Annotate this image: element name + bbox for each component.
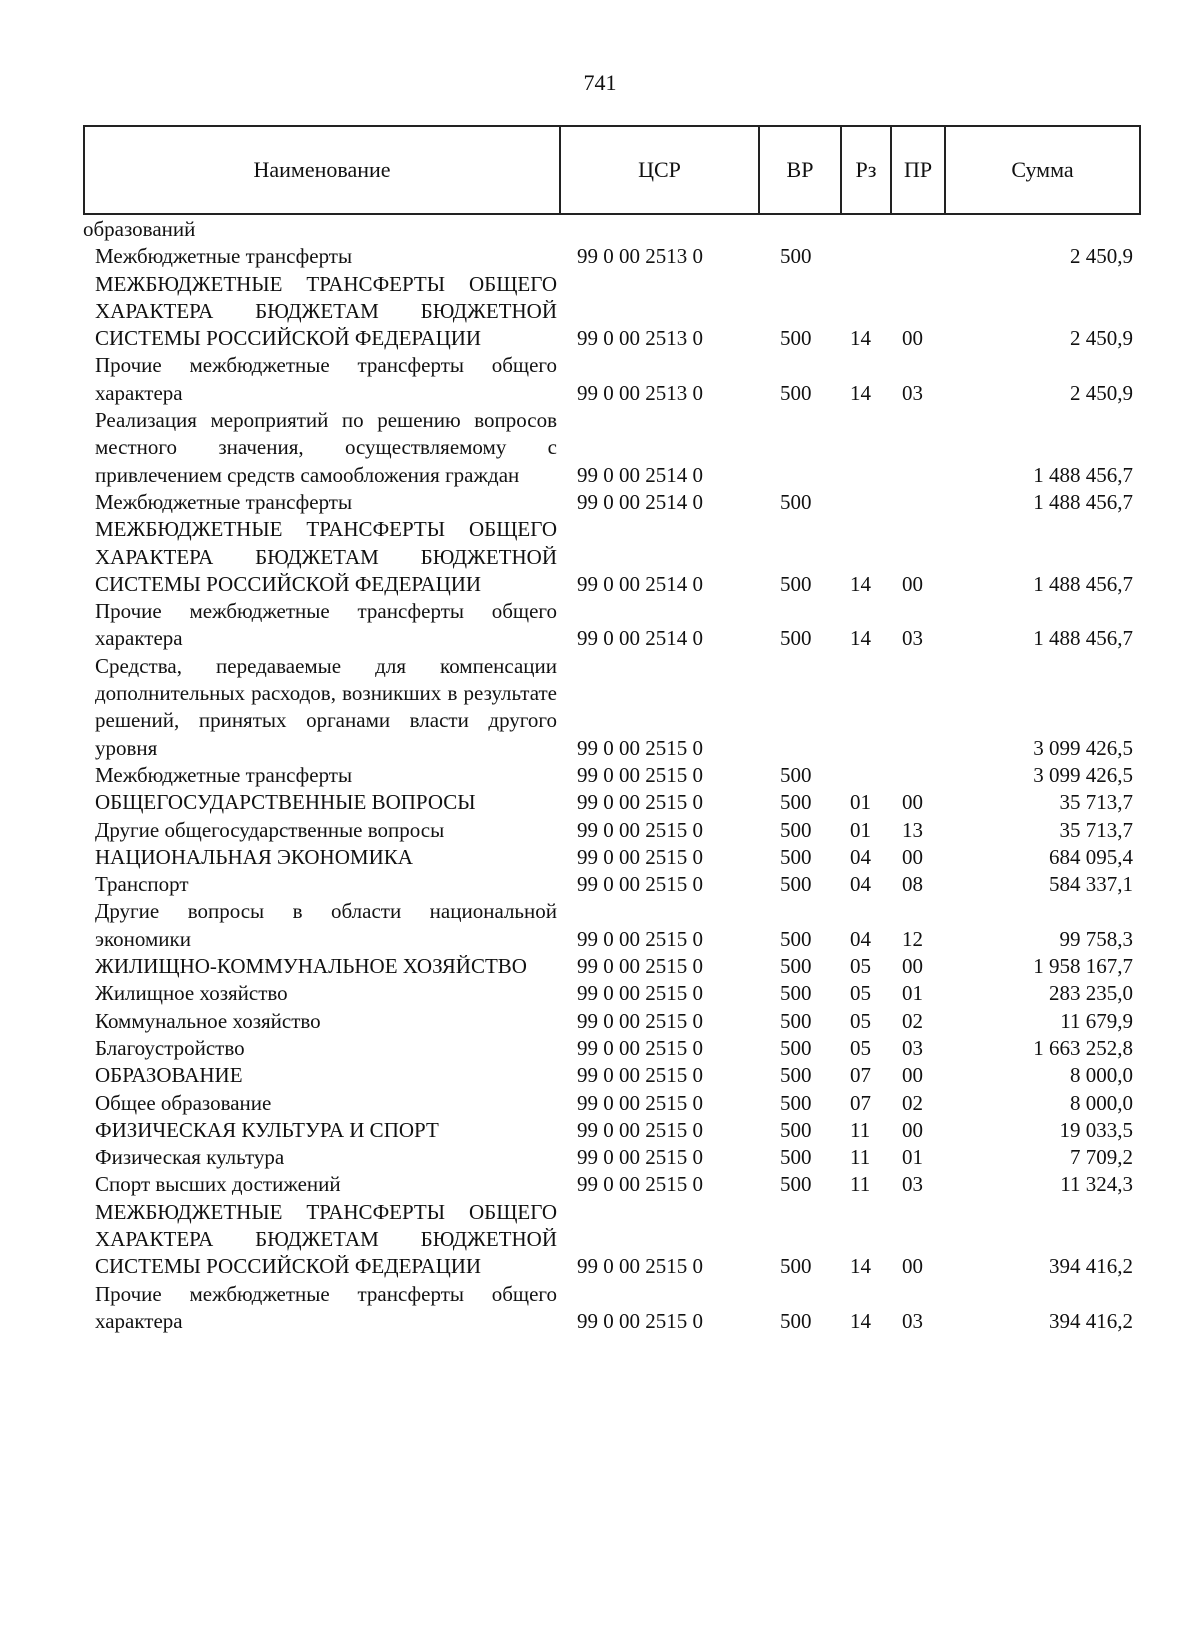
cell-sum: 3 099 426,5 (1033, 735, 1133, 760)
cell-sum: 1 488 456,7 (1033, 489, 1133, 514)
cell-csr: 99 0 00 2513 0 (577, 380, 703, 405)
table-row (83, 407, 1143, 489)
cell-sum: 19 033,5 (1059, 1117, 1133, 1142)
cell-name: Межбюджетные трансферты (95, 244, 353, 269)
cell-name: Общее образование (95, 1090, 272, 1115)
cell-rz: 04 (850, 872, 871, 897)
cell-pr: 00 (902, 1117, 923, 1142)
table-row (83, 871, 1143, 898)
cell-csr: 99 0 00 2515 0 (577, 1090, 703, 1115)
cell-sum: 2 450,9 (1070, 244, 1133, 269)
cell-name: МЕЖБЮДЖЕТНЫЕ ТРАНСФЕРТЫ ОБЩЕГО ХАРАКТЕРА БЮДЖЕТАМ БЮДЖЕТНОЙ СИСТЕМЫ РОССИЙСКОЙ ФЕДЕРАЦИИ (95, 1199, 557, 1279)
cell-csr: 99 0 00 2515 0 (577, 790, 703, 815)
table-row (83, 762, 1143, 789)
cell-vr: 500 (780, 1063, 812, 1088)
cell-csr: 99 0 00 2515 0 (577, 954, 703, 979)
cell-sum: 1 958 167,7 (1033, 954, 1133, 979)
cell-csr: 99 0 00 2515 0 (577, 872, 703, 897)
cell-pr: 03 (902, 380, 923, 405)
cell-name: Прочие межбюджетные трансферты общего характера (95, 599, 557, 651)
cell-name: ФИЗИЧЕСКАЯ КУЛЬТУРА И СПОРТ (95, 1117, 439, 1142)
cell-vr: 500 (780, 817, 812, 842)
cell-sum: 3 099 426,5 (1033, 762, 1133, 787)
cell-name: Прочие межбюджетные трансферты общего характера (95, 1281, 557, 1333)
cell-pr: 03 (902, 1172, 923, 1197)
cell-csr: 99 0 00 2513 0 (577, 326, 703, 351)
cell-name: Транспорт (95, 872, 189, 897)
cell-sum: 1 488 456,7 (1033, 571, 1133, 596)
cell-rz: 11 (850, 1117, 871, 1142)
cell-vr: 500 (780, 489, 812, 514)
cell-csr: 99 0 00 2515 0 (577, 981, 703, 1006)
cell-rz: 05 (850, 1035, 871, 1060)
table-row (83, 516, 1143, 598)
table-row (83, 1117, 1143, 1144)
cell-rz: 14 (850, 1308, 871, 1333)
cell-name: ОБРАЗОВАНИЕ (95, 1063, 243, 1088)
cell-name: ЖИЛИЩНО-КОММУНАЛЬНОЕ ХОЗЯЙСТВО (95, 954, 527, 979)
cell-name: Реализация мероприятий по решению вопросов местного значения, осуществляемому с привлечением средств самообложения граждан (95, 408, 557, 487)
table-row (83, 898, 1143, 953)
cell-vr: 500 (780, 1008, 812, 1033)
cell-rz: 04 (850, 926, 871, 951)
cell-pr: 02 (902, 1090, 923, 1115)
table-row (83, 352, 1143, 407)
cell-csr: 99 0 00 2515 0 (577, 1008, 703, 1033)
cell-name: Межбюджетные трансферты (95, 762, 353, 787)
cell-name: Другие вопросы в области национальной экономики (95, 899, 557, 951)
cell-rz: 07 (850, 1090, 871, 1115)
cell-pr: 13 (902, 817, 923, 842)
cell-sum: 584 337,1 (1049, 872, 1133, 897)
cell-csr: 99 0 00 2515 0 (577, 762, 703, 787)
cell-csr: 99 0 00 2514 0 (577, 489, 703, 514)
cell-pr: 08 (902, 872, 923, 897)
table-row (83, 1171, 1143, 1198)
cell-rz: 01 (850, 790, 871, 815)
cell-vr: 500 (780, 1172, 812, 1197)
table-row (83, 243, 1143, 270)
table-row (83, 598, 1143, 653)
cell-rz: 14 (850, 571, 871, 596)
cell-vr: 500 (780, 872, 812, 897)
cell-csr: 99 0 00 2515 0 (577, 1145, 703, 1170)
cell-vr: 500 (780, 790, 812, 815)
cell-pr: 00 (902, 844, 923, 869)
cell-pr: 03 (902, 1308, 923, 1333)
cell-csr: 99 0 00 2514 0 (577, 462, 703, 487)
table-header (83, 125, 1141, 215)
cell-vr: 500 (780, 1145, 812, 1170)
header-csr: ЦСР (559, 127, 758, 213)
cell-sum: 684 095,4 (1049, 844, 1133, 869)
cell-sum: 8 000,0 (1070, 1090, 1133, 1115)
cell-pr: 01 (902, 1145, 923, 1170)
cell-rz: 11 (850, 1145, 871, 1170)
cell-name: МЕЖБЮДЖЕТНЫЕ ТРАНСФЕРТЫ ОБЩЕГО ХАРАКТЕРА БЮДЖЕТАМ БЮДЖЕТНОЙ СИСТЕМЫ РОССИЙСКОЙ ФЕДЕРАЦИИ (95, 517, 557, 596)
cell-vr: 500 (780, 981, 812, 1006)
table-row (83, 844, 1143, 871)
cell-sum: 35 713,7 (1059, 790, 1133, 815)
cell-csr: 99 0 00 2515 0 (577, 817, 703, 842)
cell-vr: 500 (780, 926, 812, 951)
cell-name: Спорт высших достижений (95, 1172, 341, 1197)
cell-sum: 35 713,7 (1059, 817, 1133, 842)
cell-sum: 1 488 456,7 (1033, 626, 1133, 651)
header-sum: Сумма (944, 127, 1139, 213)
cell-csr: 99 0 00 2515 0 (577, 926, 703, 951)
cell-csr: 99 0 00 2514 0 (577, 626, 703, 651)
cell-csr: 99 0 00 2515 0 (577, 1117, 703, 1142)
cell-csr: 99 0 00 2515 0 (577, 735, 703, 760)
cell-pr: 00 (902, 790, 923, 815)
cell-name: образований (83, 217, 196, 241)
cell-vr: 500 (780, 762, 812, 787)
cell-csr: 99 0 00 2515 0 (577, 1308, 703, 1333)
cell-vr: 500 (780, 571, 812, 596)
cell-name: Другие общегосударственные вопросы (95, 817, 445, 842)
cell-pr: 00 (902, 954, 923, 979)
table-row (83, 1008, 1143, 1035)
cell-vr: 500 (780, 626, 812, 651)
cell-pr: 01 (902, 981, 923, 1006)
cell-name: Жилищное хозяйство (95, 981, 288, 1006)
table-row (83, 789, 1143, 816)
cell-pr: 00 (902, 1063, 923, 1088)
cell-rz: 05 (850, 1008, 871, 1033)
cell-vr: 500 (780, 1117, 812, 1142)
cell-pr: 00 (902, 571, 923, 596)
cell-pr: 00 (902, 326, 923, 351)
cell-name: Благоустройство (95, 1035, 245, 1060)
cell-sum: 1 488 456,7 (1033, 462, 1133, 487)
table-row (83, 1281, 1143, 1336)
cell-rz: 05 (850, 954, 871, 979)
header-rz: Рз (840, 127, 890, 213)
table-row (83, 1199, 1143, 1281)
table-body (83, 216, 1143, 1335)
cell-sum: 394 416,2 (1049, 1254, 1133, 1279)
cell-sum: 7 709,2 (1070, 1145, 1133, 1170)
cell-name: Межбюджетные трансферты (95, 489, 353, 514)
cell-csr: 99 0 00 2515 0 (577, 1035, 703, 1060)
table-row (83, 1035, 1143, 1062)
cell-vr: 500 (780, 1308, 812, 1333)
cell-vr: 500 (780, 1254, 812, 1279)
cell-pr: 02 (902, 1008, 923, 1033)
cell-name: НАЦИОНАЛЬНАЯ ЭКОНОМИКА (95, 844, 413, 869)
header-name: Наименование (253, 157, 391, 182)
cell-rz: 14 (850, 380, 871, 405)
cell-name: ОБЩЕГОСУДАРСТВЕННЫЕ ВОПРОСЫ (95, 790, 476, 815)
table-row (83, 980, 1143, 1007)
page-number: 741 (583, 70, 617, 95)
cell-rz: 14 (850, 1254, 871, 1279)
cell-csr: 99 0 00 2514 0 (577, 571, 703, 596)
table-row (83, 653, 1143, 762)
cell-sum: 2 450,9 (1070, 380, 1133, 405)
cell-sum: 283 235,0 (1049, 981, 1133, 1006)
cell-rz: 14 (850, 626, 871, 651)
cell-name: Физическая культура (95, 1145, 285, 1170)
cell-rz: 04 (850, 844, 871, 869)
table-row (83, 216, 1143, 243)
cell-rz: 07 (850, 1063, 871, 1088)
cell-vr: 500 (780, 844, 812, 869)
cell-vr: 500 (780, 954, 812, 979)
cell-csr: 99 0 00 2515 0 (577, 1063, 703, 1088)
cell-vr: 500 (780, 244, 812, 269)
cell-name: Средства, передаваемые для компенсации дополнительных расходов, возникших в результате решений, принятых органами власти другого уровня (95, 653, 557, 760)
header-pr: ПР (890, 127, 944, 213)
header-vr: ВР (758, 127, 840, 213)
cell-name: МЕЖБЮДЖЕТНЫЕ ТРАНСФЕРТЫ ОБЩЕГО ХАРАКТЕРА БЮДЖЕТАМ БЮДЖЕТНОЙ СИСТЕМЫ РОССИЙСКОЙ ФЕДЕРАЦИИ (95, 271, 557, 351)
cell-vr: 500 (780, 326, 812, 351)
cell-sum: 394 416,2 (1049, 1308, 1133, 1333)
cell-pr: 03 (902, 1035, 923, 1060)
table-row (83, 489, 1143, 516)
table-row (83, 953, 1143, 980)
cell-vr: 500 (780, 1090, 812, 1115)
cell-name: Прочие межбюджетные трансферты общего характера (95, 353, 557, 405)
cell-rz: 01 (850, 817, 871, 842)
table-row (83, 1144, 1143, 1171)
cell-csr: 99 0 00 2515 0 (577, 1172, 703, 1197)
cell-vr: 500 (780, 1035, 812, 1060)
cell-csr: 99 0 00 2515 0 (577, 844, 703, 869)
cell-sum: 8 000,0 (1070, 1063, 1133, 1088)
cell-sum: 99 758,3 (1059, 926, 1133, 951)
cell-rz: 05 (850, 981, 871, 1006)
cell-pr: 12 (902, 926, 923, 951)
cell-sum: 2 450,9 (1070, 326, 1133, 351)
cell-sum: 11 679,9 (1060, 1008, 1133, 1033)
cell-name: Коммунальное хозяйство (95, 1008, 321, 1033)
table-row (83, 271, 1143, 353)
cell-vr: 500 (780, 380, 812, 405)
cell-sum: 11 324,3 (1060, 1172, 1133, 1197)
cell-rz: 11 (850, 1172, 871, 1197)
table-row (83, 1090, 1143, 1117)
cell-pr: 03 (902, 626, 923, 651)
table-row (83, 1062, 1143, 1089)
cell-csr: 99 0 00 2513 0 (577, 244, 703, 269)
cell-pr: 00 (902, 1254, 923, 1279)
cell-csr: 99 0 00 2515 0 (577, 1254, 703, 1279)
table-row (83, 817, 1143, 844)
cell-rz: 14 (850, 326, 871, 351)
cell-sum: 1 663 252,8 (1033, 1035, 1133, 1060)
